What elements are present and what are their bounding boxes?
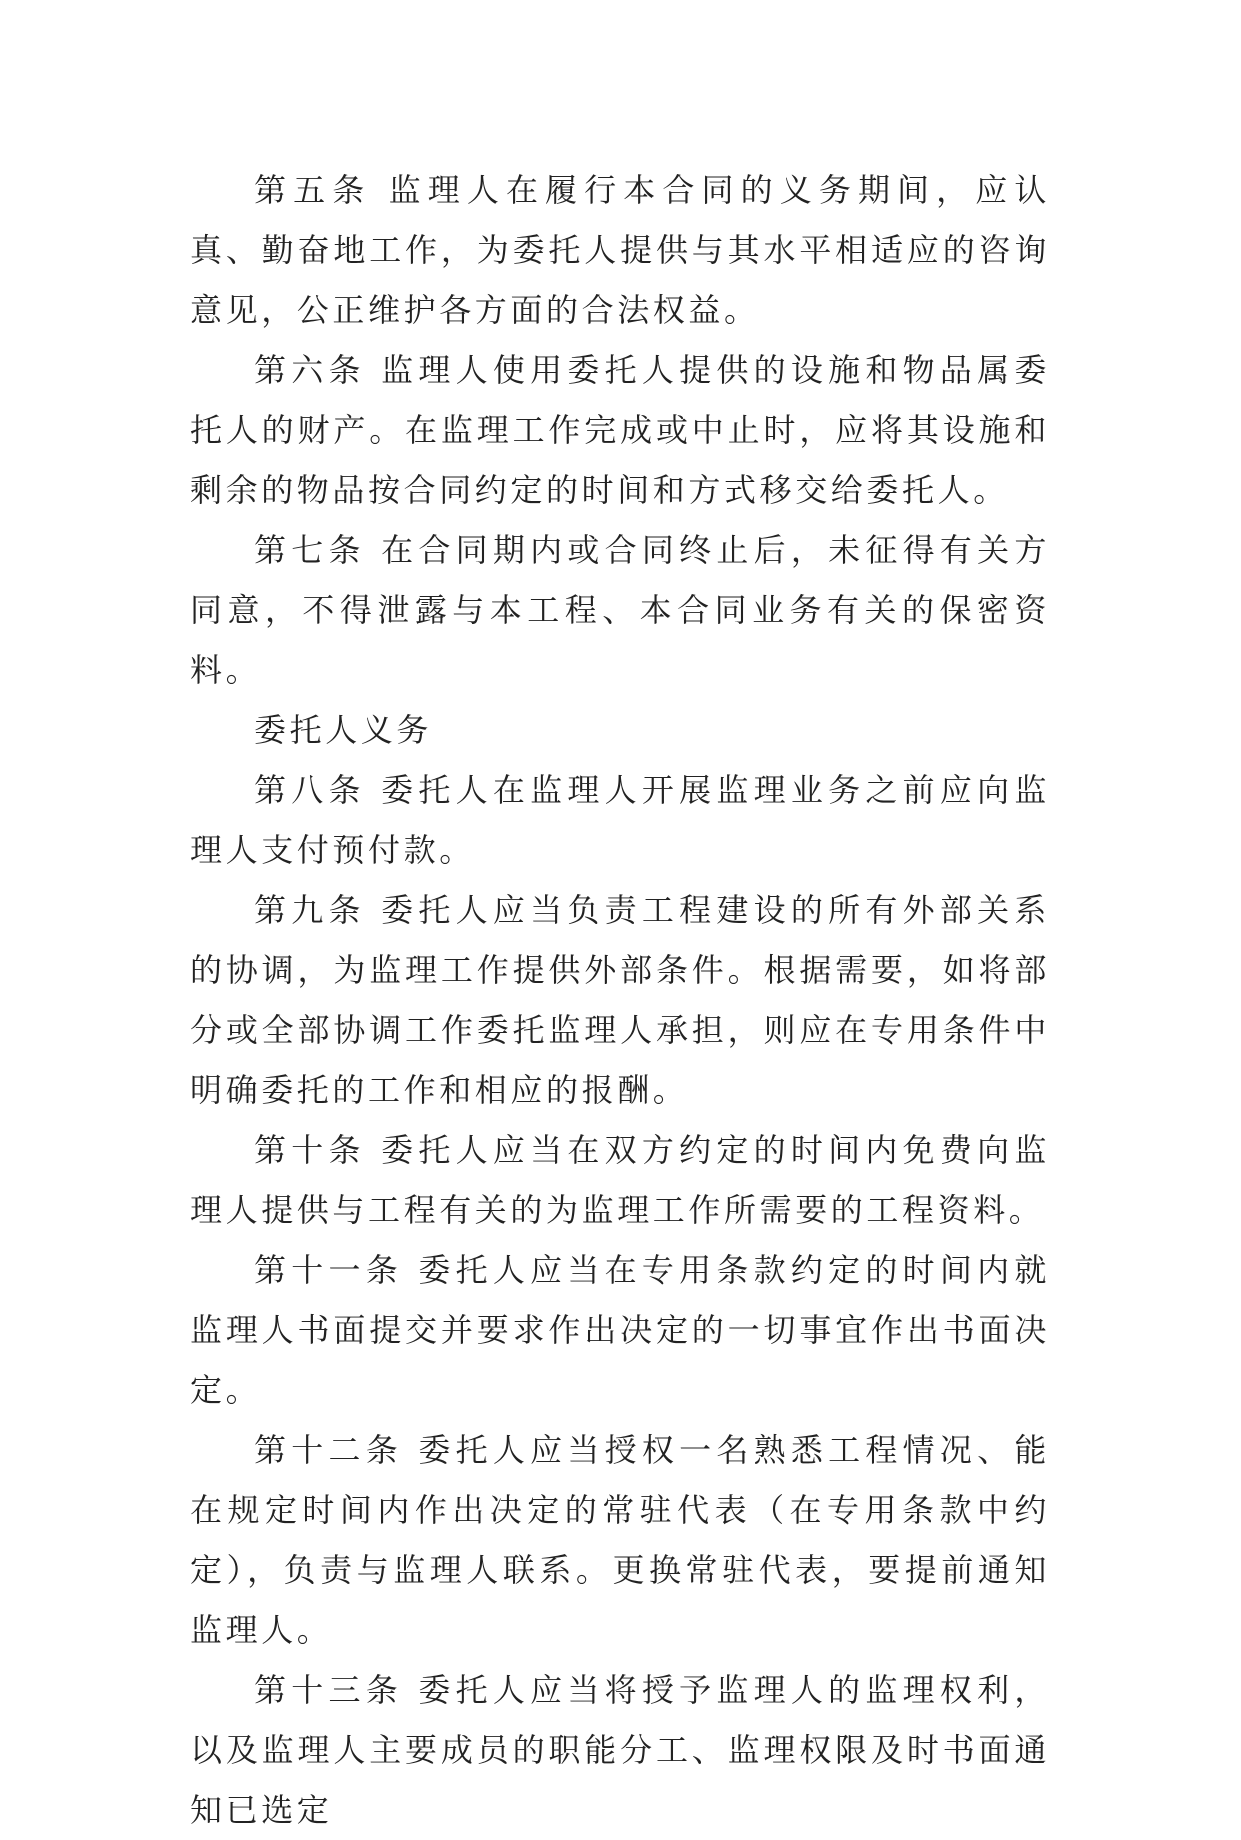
article-6-paragraph: 第六条 监理人使用委托人提供的设施和物品属委托人的财产。在监理工作完成或中止时，应将其设施和剩余的物品按合同约定的时间和方式移交给委托人。: [190, 351, 1050, 509]
section-heading-client-obligations: 委托人义务: [254, 711, 433, 749]
article-5-paragraph: 第五条 监理人在履行本合同的义务期间，应认真、勤奋地工作，为委托人提供与其水平相适应的咨询意见，公正维护各方面的合法权益。: [190, 171, 1050, 329]
article-7-paragraph: 第七条 在合同期内或合同终止后，未征得有关方同意，不得泄露与本工程、本合同业务有关的保密资料。: [190, 531, 1050, 689]
article-13-paragraph: 第十三条 委托人应当将授予监理人的监理权利，以及监理人主要成员的职能分工、监理权限及时书面通知已选定: [190, 1671, 1050, 1829]
article-9-paragraph: 第九条 委托人应当负责工程建设的所有外部关系的协调，为监理工作提供外部条件。根据需要，如将部分或全部协调工作委托监理人承担，则应在专用条件中明确委托的工作和相应的报酬。: [190, 891, 1050, 1109]
document-body: [190, 160, 1050, 1840]
article-10-paragraph: 第十条 委托人应当在双方约定的时间内免费向监理人提供与工程有关的为监理工作所需要的工程资料。: [190, 1131, 1050, 1229]
article-12-paragraph: 第十二条 委托人应当授权一名熟悉工程情况、能在规定时间内作出决定的常驻代表（在专用条款中约定），负责与监理人联系。更换常驻代表，要提前通知监理人。: [190, 1431, 1050, 1649]
article-8-paragraph: 第八条 委托人在监理人开展监理业务之前应向监理人支付预付款。: [190, 771, 1050, 869]
article-11-paragraph: 第十一条 委托人应当在专用条款约定的时间内就监理人书面提交并要求作出决定的一切事宜作出书面决定。: [190, 1251, 1050, 1409]
